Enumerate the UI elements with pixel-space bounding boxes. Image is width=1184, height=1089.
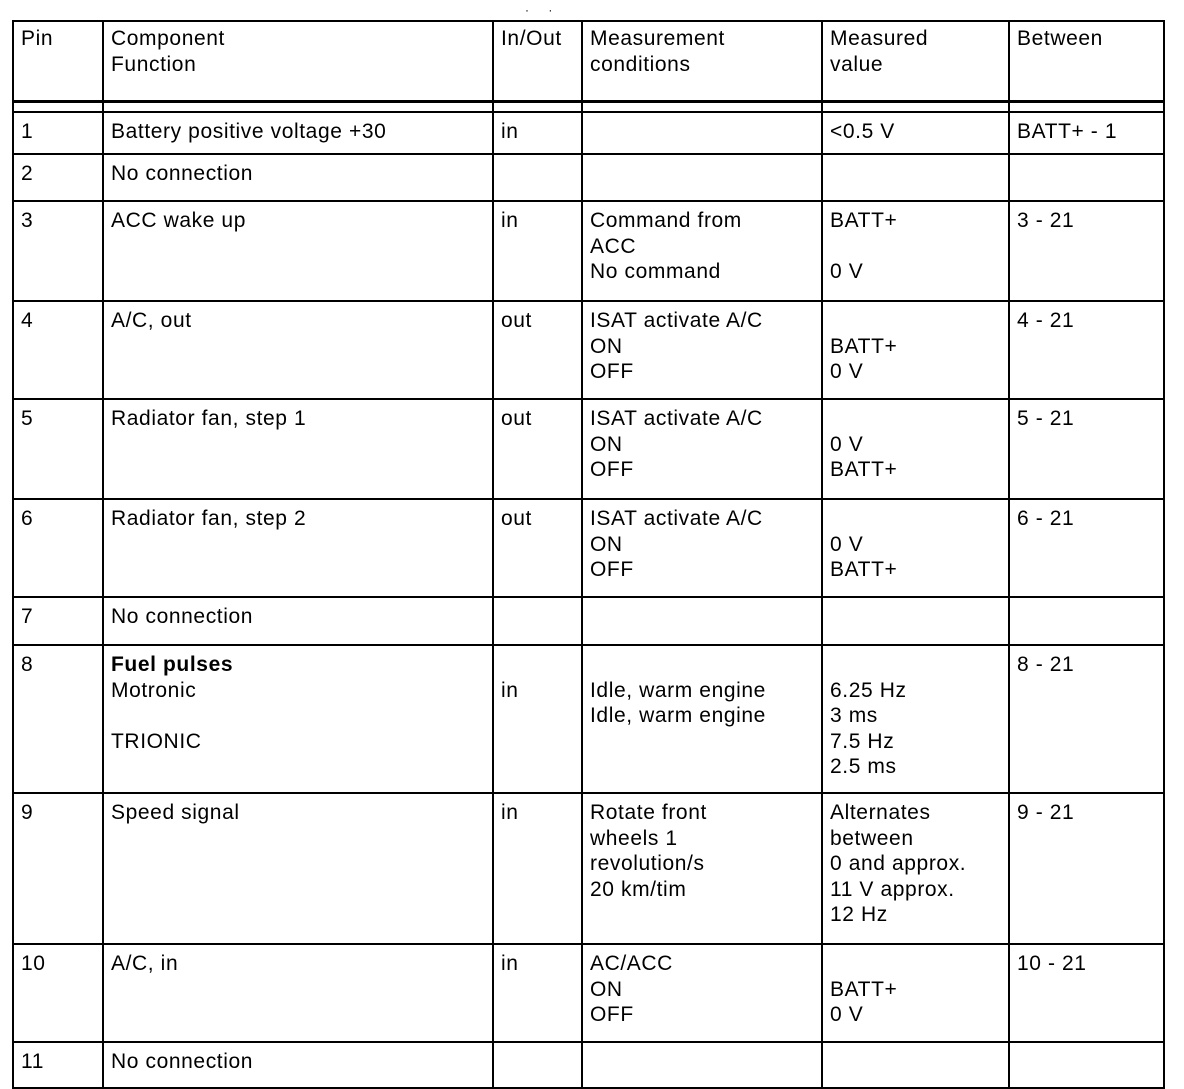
function-line: A/C, out — [111, 309, 192, 332]
in-out-cell — [493, 399, 582, 499]
header-row — [13, 21, 1164, 102]
conditions-line: AC/ACC — [590, 952, 673, 975]
value-line: 0 V — [830, 432, 864, 456]
conditions-line: Idle, warm engine — [590, 704, 766, 727]
value-line — [830, 506, 1002, 532]
in-out-cell — [493, 154, 582, 201]
function-cell — [103, 793, 493, 944]
function-cell — [103, 112, 493, 154]
function-line: TRIONIC — [111, 729, 202, 753]
function-cell — [103, 399, 493, 499]
pin-line: 5 — [21, 407, 34, 430]
value-line: 0 and approx. — [830, 852, 967, 875]
table-row — [13, 645, 1164, 793]
header-pin-label: Pin — [21, 27, 54, 50]
between-line: 5 - 21 — [1017, 407, 1075, 430]
pin-line: 10 — [21, 952, 46, 975]
function-line: Speed signal — [111, 801, 240, 824]
header-conditions-label-line1: Measurement — [590, 27, 725, 50]
value-line — [830, 652, 1002, 678]
conditions-line: wheels 1 — [590, 826, 678, 850]
table-row — [13, 301, 1164, 399]
in-out-cell — [493, 201, 582, 301]
value-line: 0 V — [830, 532, 864, 556]
pin-cell — [13, 597, 103, 645]
header-conditions — [582, 21, 822, 102]
function-line: ACC wake up — [111, 209, 246, 232]
spacer-cell — [103, 102, 493, 113]
value-line: 2.5 ms — [830, 755, 897, 778]
value-cell — [822, 399, 1009, 499]
header-in-out-label: In/Out — [501, 27, 562, 50]
between-cell — [1009, 201, 1164, 301]
value-line: BATT+ — [830, 334, 898, 358]
function-cell — [103, 944, 493, 1042]
table-row — [13, 112, 1164, 154]
function-line: Battery positive voltage +30 — [111, 120, 387, 143]
value-line: BATT+ — [830, 558, 898, 581]
between-line: 10 - 21 — [1017, 952, 1087, 975]
value-cell — [822, 1042, 1009, 1088]
value-line: BATT+ — [830, 209, 898, 232]
pin-cell — [13, 944, 103, 1042]
pin-line: 7 — [21, 605, 34, 628]
conditions-cell — [582, 793, 822, 944]
header-spacer-row — [13, 102, 1164, 113]
header-function-label-line2: Function — [111, 52, 197, 76]
in-out-line: out — [501, 507, 532, 530]
pin-cell — [13, 499, 103, 597]
value-cell — [822, 597, 1009, 645]
conditions-cell — [582, 944, 822, 1042]
header-pin — [13, 21, 103, 102]
function-line: Fuel pulses — [111, 653, 234, 676]
in-out-cell — [493, 793, 582, 944]
function-line: No connection — [111, 1050, 254, 1073]
spacer-cell — [822, 102, 1009, 113]
between-cell — [1009, 112, 1164, 154]
value-cell — [822, 944, 1009, 1042]
function-line: No connection — [111, 162, 254, 185]
value-line: between — [830, 826, 914, 850]
conditions-line: No command — [590, 260, 721, 283]
conditions-line: OFF — [590, 558, 634, 581]
function-cell — [103, 1042, 493, 1088]
header-in-out — [493, 21, 582, 102]
scan-specks: · · — [525, 3, 561, 17]
pin-table-container — [12, 20, 1163, 1075]
header-value-label-line2: value — [830, 52, 884, 76]
value-line: 3 ms — [830, 704, 878, 727]
pin-line: 8 — [21, 653, 34, 676]
value-line — [830, 308, 1002, 334]
value-cell — [822, 793, 1009, 944]
in-out-cell — [493, 499, 582, 597]
function-line: Motronic — [111, 678, 197, 702]
conditions-line: ON — [590, 334, 623, 358]
pin-cell — [13, 201, 103, 301]
header-value — [822, 21, 1009, 102]
pin-line: 3 — [21, 209, 34, 232]
value-cell — [822, 645, 1009, 793]
function-cell — [103, 597, 493, 645]
conditions-cell — [582, 499, 822, 597]
function-line: No connection — [111, 605, 254, 628]
pin-cell — [13, 645, 103, 793]
between-cell — [1009, 154, 1164, 201]
value-line: 7.5 Hz — [830, 729, 895, 753]
between-cell — [1009, 301, 1164, 399]
between-cell — [1009, 944, 1164, 1042]
value-line: 0 V — [830, 260, 864, 283]
value-line: BATT+ — [830, 977, 898, 1001]
header-between — [1009, 21, 1164, 102]
conditions-line: ACC — [590, 234, 637, 258]
between-line: 4 - 21 — [1017, 309, 1075, 332]
between-line: BATT+ - 1 — [1017, 120, 1118, 143]
conditions-line: ISAT activate A/C — [590, 507, 763, 530]
value-cell — [822, 112, 1009, 154]
table-row — [13, 944, 1164, 1042]
spacer-cell — [493, 102, 582, 113]
conditions-line: ON — [590, 432, 623, 456]
value-line: Alternates — [830, 801, 931, 824]
conditions-line — [590, 652, 815, 678]
value-line — [830, 951, 1002, 977]
value-line: 0 V — [830, 360, 864, 383]
value-line: 12 Hz — [830, 903, 888, 926]
between-line: 8 - 21 — [1017, 653, 1075, 676]
conditions-line: Command from — [590, 209, 742, 232]
value-line — [830, 406, 1002, 432]
pin-cell — [13, 399, 103, 499]
function-cell — [103, 499, 493, 597]
value-cell — [822, 301, 1009, 399]
pin-line: 6 — [21, 507, 34, 530]
pin-table-body — [13, 21, 1164, 1088]
in-out-line: out — [501, 309, 532, 332]
between-cell — [1009, 399, 1164, 499]
header-between-label: Between — [1017, 27, 1103, 50]
pin-cell — [13, 112, 103, 154]
function-line — [111, 703, 486, 729]
function-line: Radiator fan, step 1 — [111, 407, 307, 430]
header-function-label-line1: Component — [111, 27, 225, 50]
conditions-cell — [582, 154, 822, 201]
in-out-cell — [493, 112, 582, 154]
pin-cell — [13, 154, 103, 201]
pin-cell — [13, 793, 103, 944]
in-out-line — [501, 652, 575, 678]
header-conditions-label-line2: conditions — [590, 52, 691, 76]
conditions-line: ON — [590, 977, 623, 1001]
value-cell — [822, 201, 1009, 301]
in-out-cell — [493, 1042, 582, 1088]
value-line: 6.25 Hz — [830, 678, 907, 702]
in-out-line: in — [501, 209, 519, 232]
in-out-cell — [493, 645, 582, 793]
value-cell — [822, 154, 1009, 201]
conditions-cell — [582, 301, 822, 399]
value-line — [830, 234, 1002, 260]
between-cell — [1009, 645, 1164, 793]
pin-cell — [13, 301, 103, 399]
conditions-line: OFF — [590, 1003, 634, 1026]
between-line: 9 - 21 — [1017, 801, 1075, 824]
table-row — [13, 154, 1164, 201]
value-line: 0 V — [830, 1003, 864, 1026]
function-cell — [103, 645, 493, 793]
pin-line: 4 — [21, 309, 34, 332]
in-out-line: in — [501, 678, 519, 702]
between-line: 3 - 21 — [1017, 209, 1075, 232]
header-value-label-line1: Measured — [830, 27, 929, 50]
pin-cell — [13, 1042, 103, 1088]
conditions-line: OFF — [590, 360, 634, 383]
between-line: 6 - 21 — [1017, 507, 1075, 530]
conditions-cell — [582, 112, 822, 154]
spacer-cell — [1009, 102, 1164, 113]
pin-table — [12, 20, 1165, 1089]
table-row — [13, 499, 1164, 597]
between-cell — [1009, 499, 1164, 597]
spacer-cell — [582, 102, 822, 113]
conditions-line: Rotate front — [590, 801, 707, 824]
conditions-line: ON — [590, 532, 623, 556]
function-cell — [103, 301, 493, 399]
conditions-line: ISAT activate A/C — [590, 309, 763, 332]
conditions-cell — [582, 1042, 822, 1088]
in-out-cell — [493, 301, 582, 399]
table-row — [13, 201, 1164, 301]
conditions-cell — [582, 201, 822, 301]
value-line: BATT+ — [830, 458, 898, 481]
function-cell — [103, 201, 493, 301]
in-out-cell — [493, 597, 582, 645]
conditions-line: revolution/s — [590, 852, 705, 875]
in-out-line: out — [501, 407, 532, 430]
table-row — [13, 1042, 1164, 1088]
table-row — [13, 597, 1164, 645]
in-out-line: in — [501, 120, 519, 143]
spacer-cell — [13, 102, 103, 113]
table-row — [13, 399, 1164, 499]
function-line: Radiator fan, step 2 — [111, 507, 307, 530]
table-row — [13, 793, 1164, 944]
function-line: A/C, in — [111, 952, 179, 975]
pin-line: 9 — [21, 801, 34, 824]
conditions-cell — [582, 597, 822, 645]
conditions-cell — [582, 645, 822, 793]
in-out-line: in — [501, 801, 519, 824]
between-cell — [1009, 1042, 1164, 1088]
conditions-line: Idle, warm engine — [590, 678, 766, 702]
conditions-line: OFF — [590, 458, 634, 481]
value-line: 11 V approx. — [830, 877, 955, 901]
conditions-line: 20 km/tim — [590, 877, 687, 901]
in-out-cell — [493, 944, 582, 1042]
conditions-cell — [582, 399, 822, 499]
conditions-line: ISAT activate A/C — [590, 407, 763, 430]
between-cell — [1009, 793, 1164, 944]
value-cell — [822, 499, 1009, 597]
header-function — [103, 21, 493, 102]
between-cell — [1009, 597, 1164, 645]
value-line: <0.5 V — [830, 120, 895, 143]
pin-line: 11 — [21, 1050, 44, 1073]
in-out-line: in — [501, 952, 519, 975]
function-cell — [103, 154, 493, 201]
pin-line: 2 — [21, 162, 34, 185]
pin-line: 1 — [21, 120, 34, 143]
